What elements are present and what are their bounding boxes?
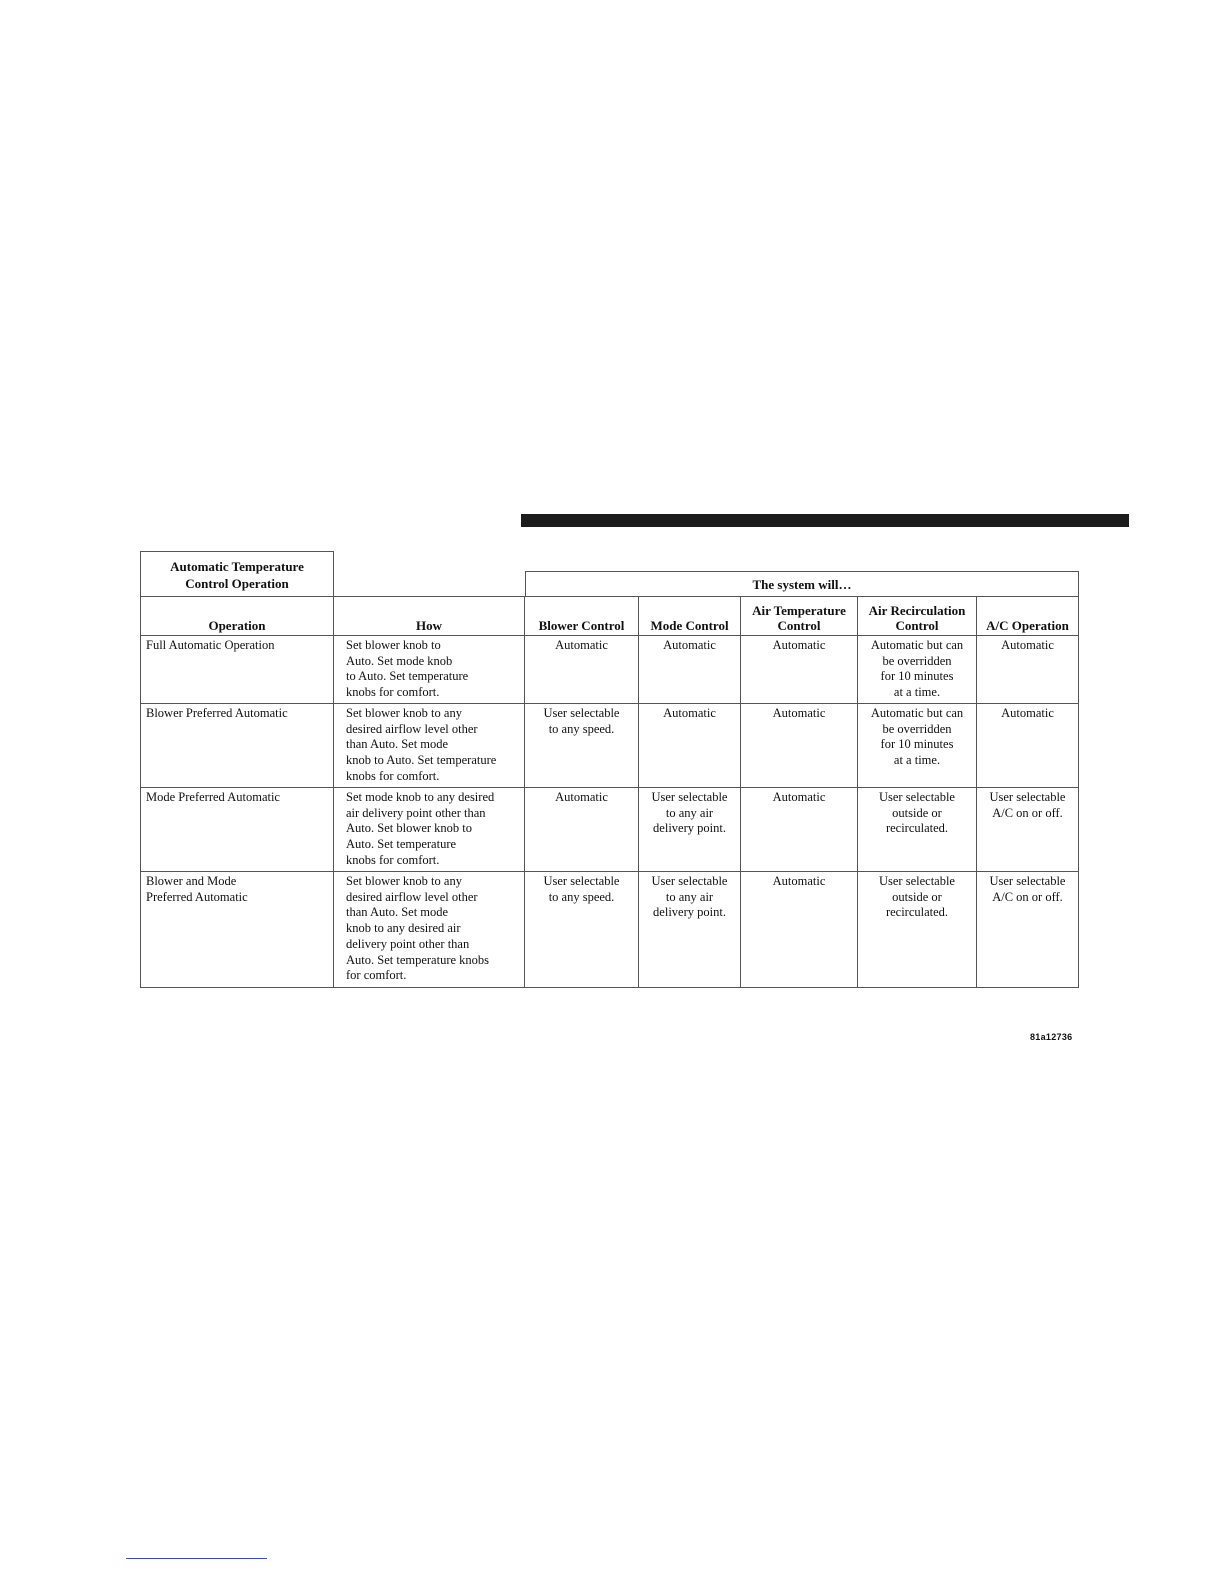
cell-operation: Blower and Mode Preferred Automatic <box>141 872 334 988</box>
col-header-air-temperature-control: Air Temperature Control <box>741 597 858 636</box>
cell-air-recirculation-control: Automatic but can be overridden for 10 minutes at a time. <box>858 636 977 704</box>
col-header-ac-operation: A/C Operation <box>977 597 1079 636</box>
footer-rule <box>126 1558 267 1559</box>
cell-ac-operation: User selectable A/C on or off. <box>977 788 1079 872</box>
table-row <box>141 872 1079 988</box>
table-row <box>141 788 1079 872</box>
cell-how: Set blower knob to any desired airflow level other than Auto. Set mode knob to any desired air delivery point other than Auto. Set temperature knobs for comfort. <box>334 872 525 988</box>
cell-air-temperature-control: Automatic <box>741 636 858 704</box>
col-header-blower-control: Blower Control <box>525 597 639 636</box>
figure-id: 81a12736 <box>1030 1032 1073 1042</box>
cell-air-recirculation-control: User selectable outside or recirculated. <box>858 872 977 988</box>
cell-air-recirculation-control: User selectable outside or recirculated. <box>858 788 977 872</box>
cell-operation: Blower Preferred Automatic <box>141 704 334 788</box>
cell-ac-operation: User selectable A/C on or off. <box>977 872 1079 988</box>
cell-air-recirculation-control: Automatic but can be overridden for 10 minutes at a time. <box>858 704 977 788</box>
cell-blower-control: Automatic <box>525 636 639 704</box>
cell-ac-operation: Automatic <box>977 636 1079 704</box>
cell-mode-control: Automatic <box>639 704 741 788</box>
table-title-text: Automatic Temperature Control Operation <box>170 559 304 591</box>
cell-operation: Mode Preferred Automatic <box>141 788 334 872</box>
cell-blower-control: User selectable to any speed. <box>525 872 639 988</box>
col-header-operation: Operation <box>141 597 334 636</box>
system-will-text: The system will… <box>752 576 852 592</box>
col-header-air-recirculation-control: Air Recirculation Control <box>858 597 977 636</box>
cell-how: Set blower knob to Auto. Set mode knob to Auto. Set temperature knobs for comfort. <box>334 636 525 704</box>
system-will-header <box>525 571 1079 597</box>
cell-blower-control: User selectable to any speed. <box>525 704 639 788</box>
table-row <box>141 636 1079 704</box>
table-title <box>140 551 334 598</box>
section-header-bar <box>521 514 1129 527</box>
cell-how: Set blower knob to any desired airflow level other than Auto. Set mode knob to Auto. Set temperature knobs for comfort. <box>334 704 525 788</box>
cell-mode-control: Automatic <box>639 636 741 704</box>
col-header-how: How <box>334 597 525 636</box>
cell-mode-control: User selectable to any air delivery point. <box>639 788 741 872</box>
cell-mode-control: User selectable to any air delivery point. <box>639 872 741 988</box>
cell-air-temperature-control: Automatic <box>741 704 858 788</box>
column-header-row <box>141 597 1079 636</box>
table-row <box>141 704 1079 788</box>
cell-air-temperature-control: Automatic <box>741 788 858 872</box>
cell-ac-operation: Automatic <box>977 704 1079 788</box>
cell-blower-control: Automatic <box>525 788 639 872</box>
operations-table <box>140 596 1079 988</box>
cell-air-temperature-control: Automatic <box>741 872 858 988</box>
col-header-mode-control: Mode Control <box>639 597 741 636</box>
cell-operation: Full Automatic Operation <box>141 636 334 704</box>
cell-how: Set mode knob to any desired air delivery point other than Auto. Set blower knob to Auto. Set temperature knobs for comfort. <box>334 788 525 872</box>
